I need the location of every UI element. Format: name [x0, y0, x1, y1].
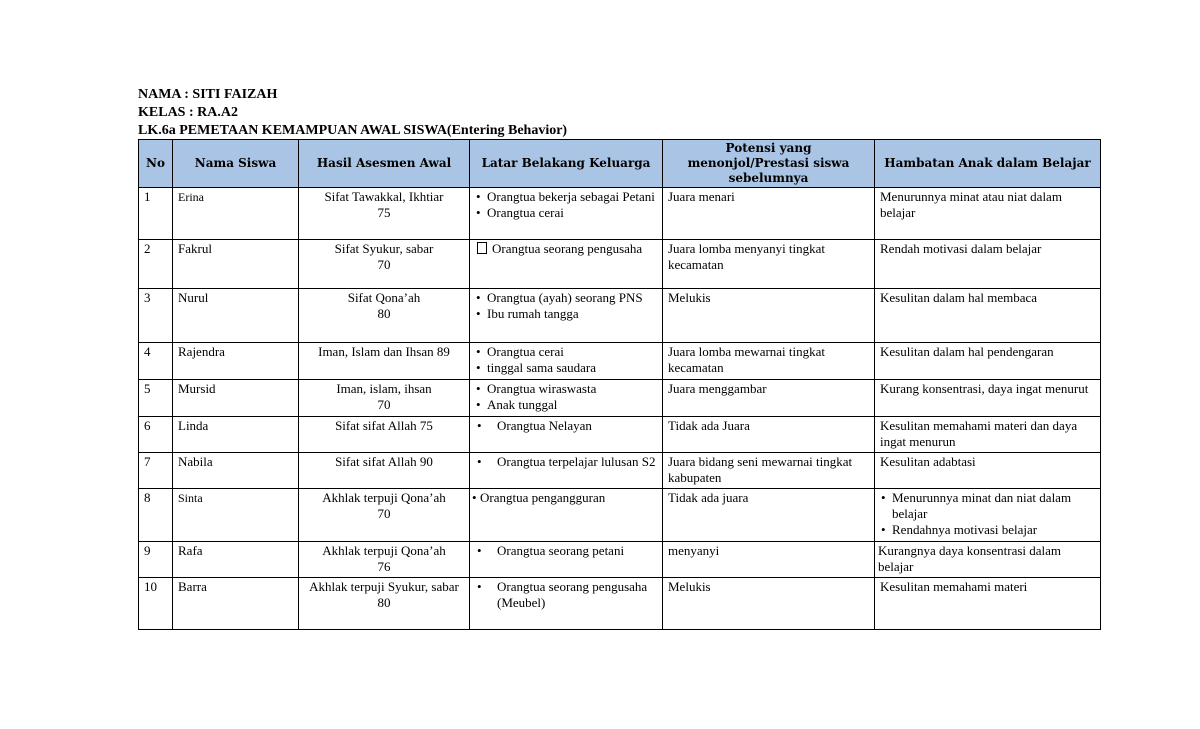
cell-potensi: Juara menari — [663, 188, 875, 240]
cell-nama: Erina — [173, 188, 299, 240]
cell-hambatan: Rendah motivasi dalam belajar — [875, 240, 1101, 289]
cell-potensi: Tidak ada Juara — [663, 417, 875, 453]
cell-latar — [470, 188, 663, 240]
cell-hasil — [299, 188, 470, 240]
hasil-score: 80 — [377, 595, 391, 610]
latar-item: • Orangtua seorang petani — [475, 543, 657, 559]
cell-latar — [470, 489, 663, 542]
cell-hasil — [299, 343, 470, 380]
cell-potensi: Juara menggambar — [663, 380, 875, 417]
col-header-no: No — [139, 140, 173, 188]
table-row — [139, 188, 1101, 240]
hasil-text: Akhlak terpuji Qona’ah — [322, 543, 446, 558]
cell-nama: Nabila — [173, 453, 299, 489]
cell-no: 3 — [139, 289, 173, 343]
latar-item: • Orangtua (ayah) seorang PNS — [475, 290, 657, 306]
cell-no: 10 — [139, 578, 173, 630]
latar-item: Orangtua seorang pengusaha — [492, 241, 643, 256]
cell-potensi: Juara lomba menyanyi tingkat kecamatan — [663, 240, 875, 289]
latar-item: • Orangtua bekerja sebagai Petani — [475, 189, 657, 205]
cell-hambatan: Menurunnya minat atau niat dalam belajar — [875, 188, 1101, 240]
cell-hambatan: Kesulitan dalam hal membaca — [875, 289, 1101, 343]
cell-hambatan: Kesulitan memahami materi — [875, 578, 1101, 630]
latar-item: • Anak tunggal — [475, 397, 657, 413]
latar-item: • tinggal sama saudara — [475, 360, 657, 376]
hasil-text: Sifat Qona’ah — [347, 290, 421, 305]
latar-item: • Orangtua seorang pengusaha (Meubel) — [475, 579, 657, 611]
cell-latar — [470, 542, 663, 578]
cell-hasil — [299, 542, 470, 578]
table-row — [139, 542, 1101, 578]
hasil-text: Akhlak terpuji Syukur, sabar — [309, 579, 459, 594]
cell-hambatan: Kesulitan adabtasi — [875, 453, 1101, 489]
cell-no: 7 — [139, 453, 173, 489]
class-line: KELAS : RA.A2 — [138, 105, 238, 120]
cell-no: 2 — [139, 240, 173, 289]
cell-hambatan: Kurang konsentrasi, daya ingat menurut — [875, 380, 1101, 417]
cell-no: 4 — [139, 343, 173, 380]
cell-no: 1 — [139, 188, 173, 240]
worksheet-title: LK.6a PEMETAAN KEMAMPUAN AWAL SISWA(Entering Behavior) — [138, 123, 568, 138]
cell-potensi: menyanyi — [663, 542, 875, 578]
cell-nama: Fakrul — [173, 240, 299, 289]
latar-item: • Orangtua Nelayan — [475, 418, 657, 434]
hasil-score: 76 — [377, 559, 391, 574]
cell-hambatan: Kesulitan memahami materi dan daya ingat menurun — [875, 417, 1101, 453]
cell-latar — [470, 380, 663, 417]
cell-nama: Linda — [173, 417, 299, 453]
hasil-text: Akhlak terpuji Qona’ah — [322, 490, 446, 505]
hasil-text: Iman, islam, ihsan — [336, 381, 432, 396]
cell-no: 8 — [139, 489, 173, 542]
hasil-text: Iman, Islam dan Ihsan 89 — [318, 344, 450, 359]
cell-hasil — [299, 417, 470, 453]
latar-item: • Orangtua terpelajar lulusan S2 — [475, 454, 657, 470]
document-header — [138, 86, 567, 140]
cell-no: 5 — [139, 380, 173, 417]
cell-nama: Rajendra — [173, 343, 299, 380]
cell-latar — [470, 289, 663, 343]
student-mapping-table — [138, 139, 1101, 630]
cell-hambatan: Kesulitan dalam hal pendengaran — [875, 343, 1101, 380]
col-header-hambatan: Hambatan Anak dalam Belajar — [875, 140, 1101, 188]
cell-hasil — [299, 240, 470, 289]
cell-latar — [470, 343, 663, 380]
table-header-row — [139, 140, 1101, 188]
cell-nama: Sinta — [173, 489, 299, 542]
cell-hasil — [299, 453, 470, 489]
table-row — [139, 380, 1101, 417]
table-row — [139, 417, 1101, 453]
cell-potensi: Melukis — [663, 578, 875, 630]
cell-hasil — [299, 489, 470, 542]
cell-latar — [470, 240, 663, 289]
hasil-text: Sifat sifat Allah 90 — [335, 454, 433, 469]
cell-potensi: Melukis — [663, 289, 875, 343]
cell-potensi: Juara bidang seni mewarnai tingkat kabupaten — [663, 453, 875, 489]
hasil-text: Sifat Syukur, sabar — [334, 241, 434, 256]
student-name-line: NAMA : SITI FAIZAH — [138, 87, 278, 102]
table-row — [139, 578, 1101, 630]
hambatan-item: • Menurunnya minat dan niat dalam belajar — [880, 490, 1095, 522]
latar-item: • Orangtua cerai — [475, 205, 657, 221]
table-row — [139, 489, 1101, 542]
hasil-text: Sifat sifat Allah 75 — [335, 418, 433, 433]
col-header-potensi: Potensi yang menonjol/Prestasi siswa sebelumnya — [663, 140, 875, 188]
cell-hasil — [299, 578, 470, 630]
hasil-score: 80 — [377, 306, 391, 321]
latar-item: • Orangtua pengangguran — [471, 490, 657, 506]
hasil-score: 75 — [377, 205, 391, 220]
latar-item: • Orangtua wiraswasta — [475, 381, 657, 397]
table-row — [139, 289, 1101, 343]
hasil-score: 70 — [377, 257, 391, 272]
cell-nama: Barra — [173, 578, 299, 630]
cell-no: 6 — [139, 417, 173, 453]
col-header-nama: Nama Siswa — [173, 140, 299, 188]
latar-item: • Ibu rumah tangga — [475, 306, 657, 322]
cell-latar — [470, 578, 663, 630]
cell-hasil — [299, 289, 470, 343]
cell-no: 9 — [139, 542, 173, 578]
table-row — [139, 453, 1101, 489]
missing-glyph-bullet-icon — [477, 242, 487, 254]
hasil-score: 70 — [377, 397, 391, 412]
col-header-latar: Latar Belakang Keluarga — [470, 140, 663, 188]
cell-hambatan — [875, 489, 1101, 542]
cell-latar — [470, 453, 663, 489]
hasil-text: Sifat Tawakkal, Ikhtiar — [324, 189, 444, 204]
table-row — [139, 240, 1101, 289]
cell-nama: Mursid — [173, 380, 299, 417]
table-row — [139, 343, 1101, 380]
cell-latar — [470, 417, 663, 453]
cell-potensi: Tidak ada juara — [663, 489, 875, 542]
cell-hasil — [299, 380, 470, 417]
hasil-score: 70 — [377, 506, 391, 521]
cell-hambatan: Kurangnya daya konsentrasi dalam belajar — [875, 542, 1101, 578]
col-header-hasil: Hasil Asesmen Awal — [299, 140, 470, 188]
latar-item: • Orangtua cerai — [475, 344, 657, 360]
cell-nama: Rafa — [173, 542, 299, 578]
cell-nama: Nurul — [173, 289, 299, 343]
cell-potensi: Juara lomba mewarnai tingkat kecamatan — [663, 343, 875, 380]
hambatan-item: • Rendahnya motivasi belajar — [880, 522, 1095, 538]
